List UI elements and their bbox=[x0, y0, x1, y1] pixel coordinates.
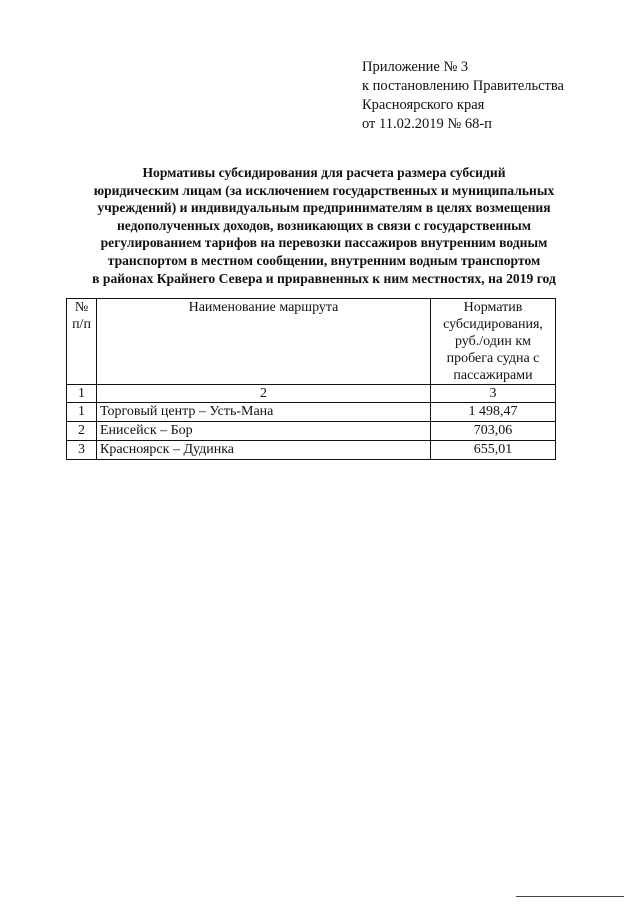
header-norm-line: Норматив bbox=[463, 300, 523, 315]
table-header-row bbox=[67, 299, 556, 385]
header-norm-line: пассажирами bbox=[453, 368, 533, 383]
route-name: Красноярск – Дудинка bbox=[97, 441, 431, 460]
subsidy-norms-table bbox=[66, 298, 556, 460]
table-row bbox=[67, 403, 556, 422]
header-number-line: п/п bbox=[72, 317, 91, 332]
header-route-name: Наименование маршрута bbox=[97, 299, 431, 385]
title-line: недополученных доходов, возникающих в связи с государственным bbox=[116, 217, 532, 233]
norm-value: 655,01 bbox=[431, 441, 556, 460]
document-title bbox=[60, 164, 588, 287]
column-index: 3 bbox=[431, 385, 556, 403]
signature-line bbox=[516, 896, 624, 897]
appendix-number: Приложение № 3 bbox=[362, 59, 469, 75]
header-norm-value bbox=[431, 299, 556, 385]
title-line: учреждений) и индивидуальным предпринимателям в целях возмещения bbox=[97, 200, 551, 216]
header-norm-line: субсидирования, bbox=[443, 317, 543, 332]
column-index: 1 bbox=[67, 385, 97, 403]
header-number bbox=[67, 299, 97, 385]
header-norm-line: руб./один км bbox=[454, 334, 531, 349]
appendix-region: Красноярского края bbox=[362, 97, 485, 113]
row-number: 3 bbox=[67, 441, 97, 460]
norm-value: 1 498,47 bbox=[431, 403, 556, 422]
header-number-line: № bbox=[74, 300, 89, 315]
title-line: в районах Крайнего Севера и приравненных к ним местностях, на 2019 год bbox=[92, 270, 556, 286]
title-line: Нормативы субсидирования для расчета размера субсидий bbox=[142, 165, 506, 180]
title-line: регулированием тарифов на перевозки пассажиров внутренним водным bbox=[100, 235, 548, 251]
appendix-date: от 11.02.2019 № 68-п bbox=[362, 116, 492, 132]
title-line: транспортом в местном сообщении, внутренним водным транспортом bbox=[107, 252, 541, 268]
column-index-row bbox=[67, 385, 556, 403]
table-row bbox=[67, 422, 556, 441]
title-line: юридическим лицам (за исключением государственных и муниципальных bbox=[93, 182, 555, 198]
route-name: Торговый центр – Усть-Мана bbox=[97, 403, 431, 422]
appendix-reference: к постановлению Правительства bbox=[362, 78, 564, 94]
row-number: 1 bbox=[67, 403, 97, 422]
route-name: Енисейск – Бор bbox=[97, 422, 431, 441]
column-index: 2 bbox=[97, 385, 431, 403]
table-row bbox=[67, 441, 556, 460]
header-norm-line: пробега судна с bbox=[446, 351, 540, 366]
norm-value: 703,06 bbox=[431, 422, 556, 441]
row-number: 2 bbox=[67, 422, 97, 441]
appendix-block bbox=[362, 58, 564, 134]
